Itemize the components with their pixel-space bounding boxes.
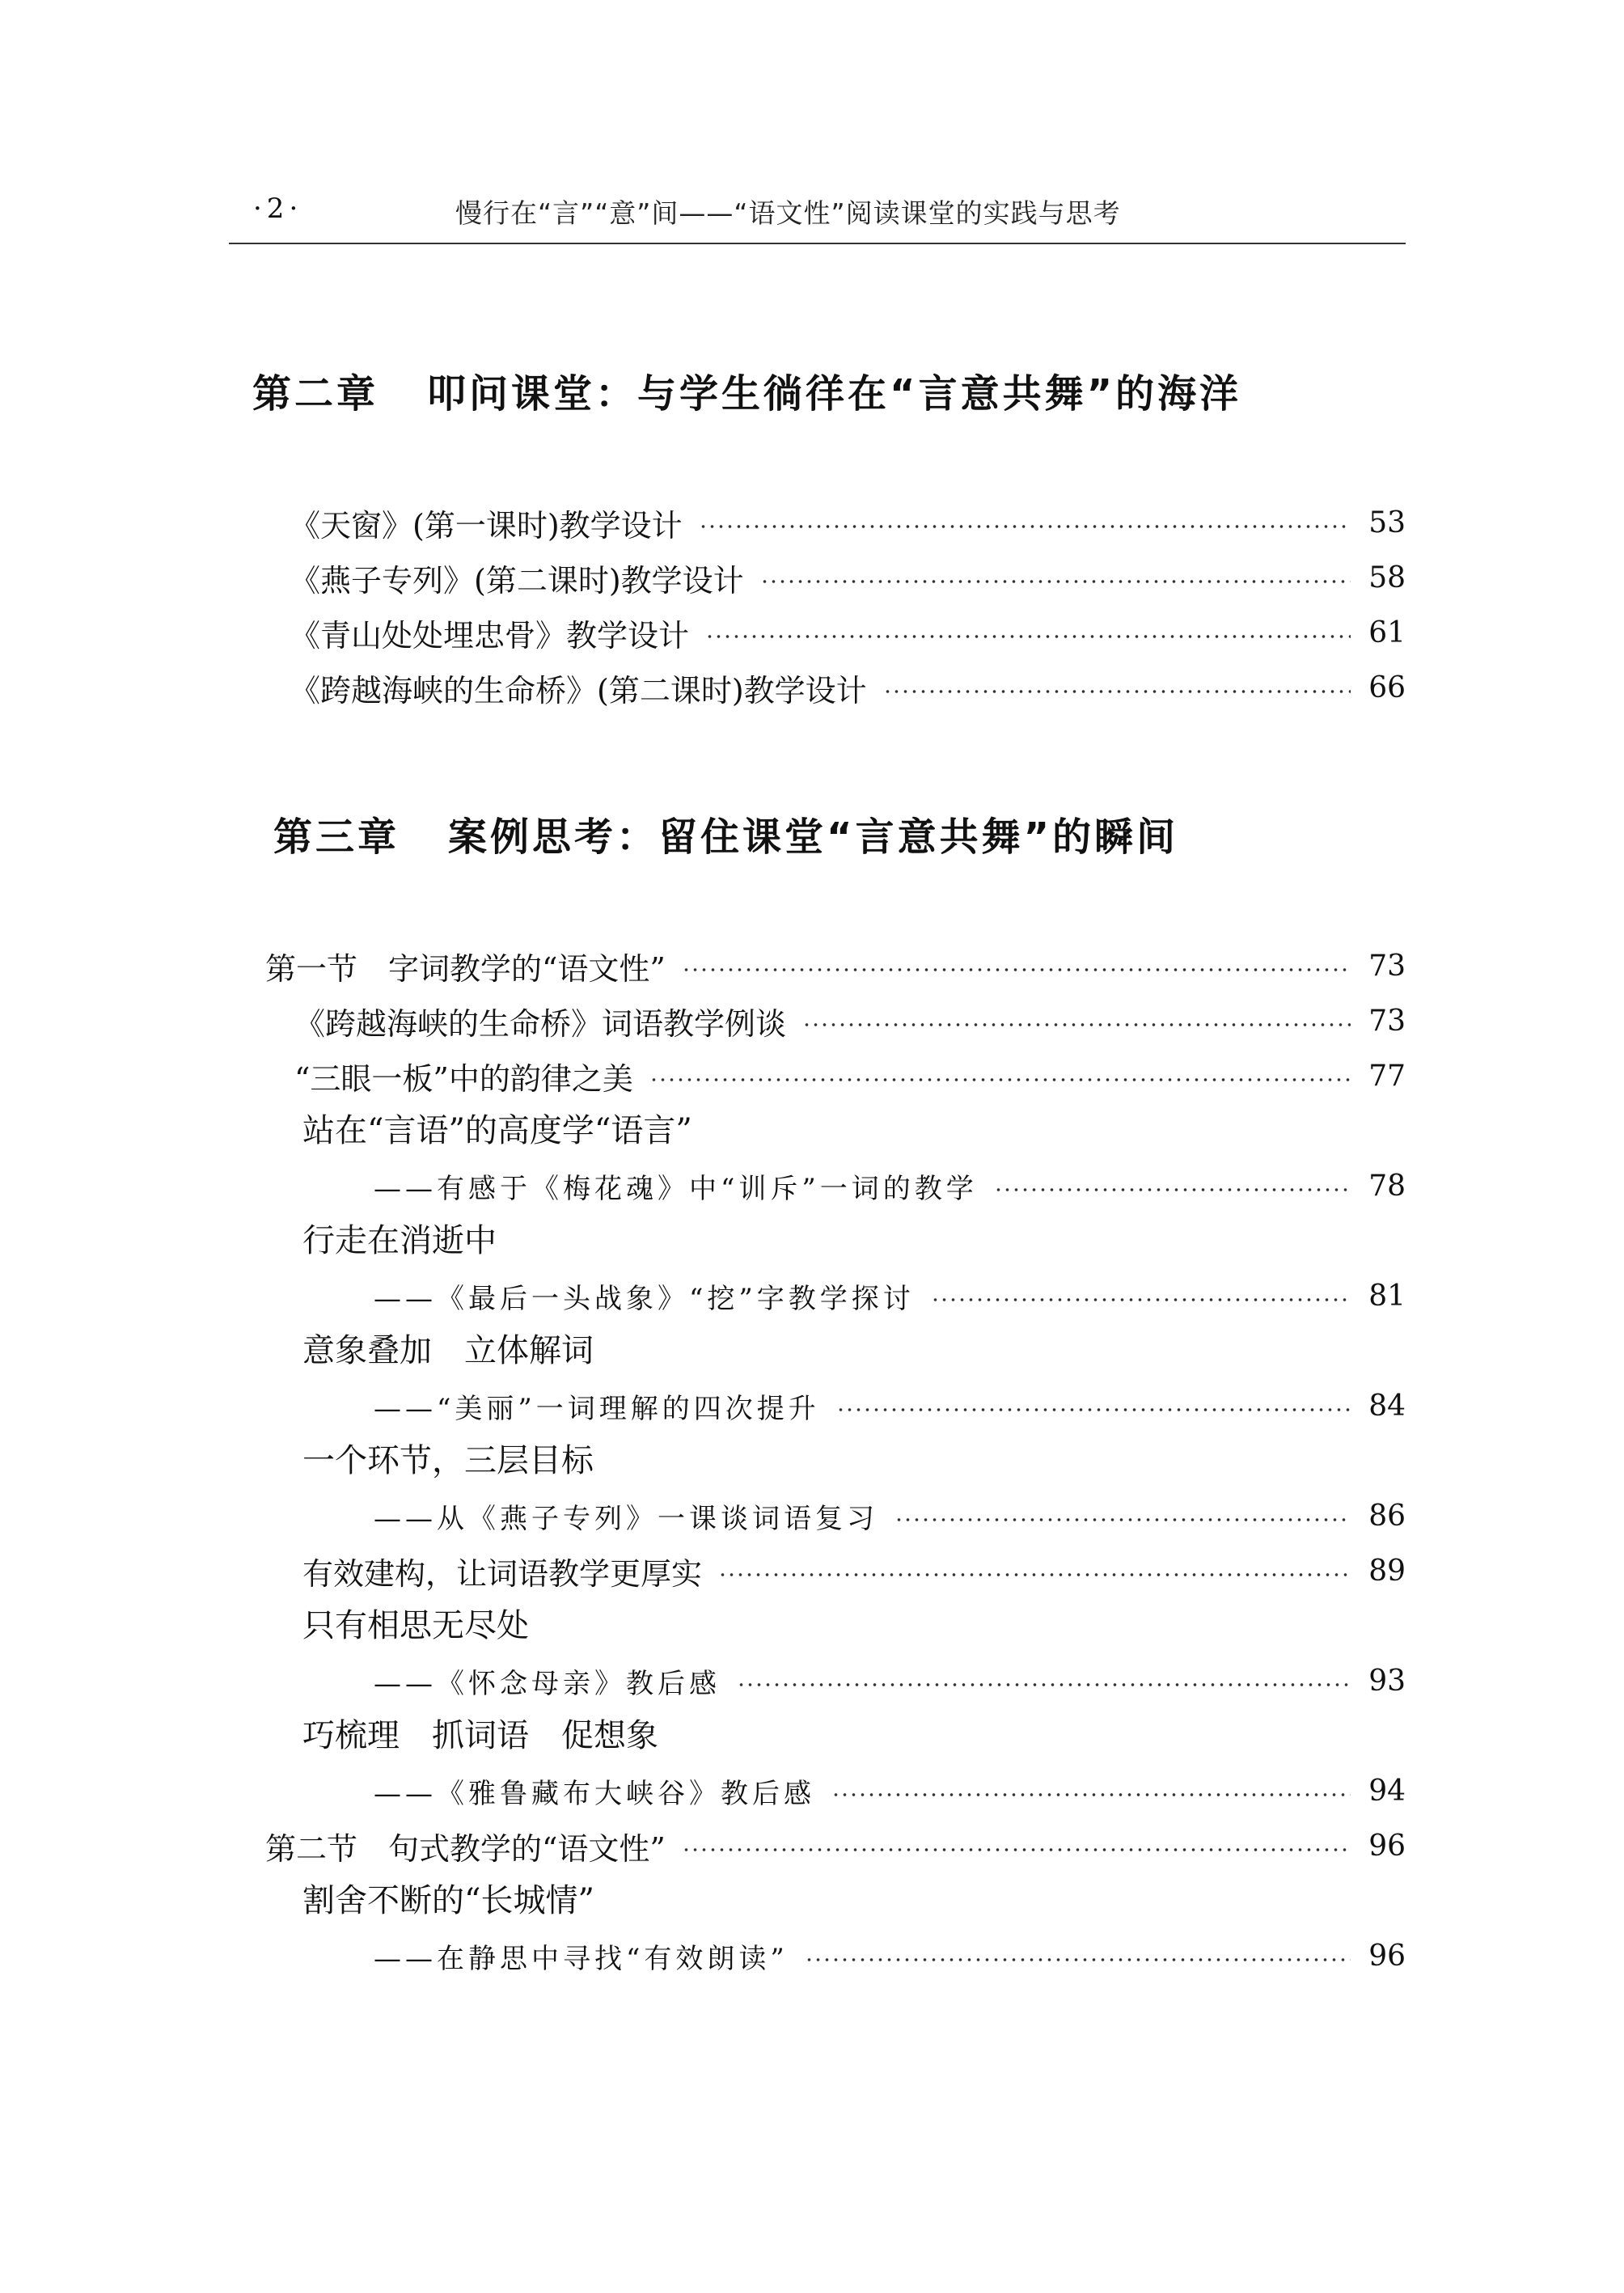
dot-leader — [805, 1945, 1351, 1966]
toc-entry-page: 78 — [1368, 1169, 1406, 1203]
dot-leader — [894, 1505, 1351, 1526]
toc-entry-heading[interactable]: 行走在消逝中 — [302, 1222, 497, 1259]
toc-entry-heading[interactable]: 只有相思无尽处 — [302, 1607, 529, 1644]
toc-entry-heading[interactable]: 站在“言语”的高度学“语言” — [302, 1112, 692, 1149]
toc-entry-page: 94 — [1368, 1774, 1406, 1808]
toc-entry-subtitle[interactable] — [374, 1378, 1406, 1433]
toc-entry-title: ——《最后一头战象》“挖”字教学探讨 — [374, 1282, 915, 1315]
toc-entry-title: ——有感于《梅花魂》中“训斥”一词的教学 — [374, 1172, 978, 1205]
toc-entry-page: 93 — [1368, 1664, 1406, 1698]
toc-entry-subtitle[interactable] — [374, 1268, 1406, 1323]
dot-leader — [931, 1285, 1351, 1306]
dot-leader — [699, 512, 1351, 533]
toc-entry-page: 89 — [1368, 1554, 1406, 1588]
toc-entry[interactable] — [290, 550, 1406, 605]
toc-entry-title: 《跨越海峡的生命桥》(第二课时)教学设计 — [290, 672, 867, 709]
dot-leader — [682, 1835, 1351, 1856]
toc-entry-subtitle[interactable] — [374, 1763, 1406, 1818]
toc-entry-title: 有效建构，让词语教学更厚实 — [302, 1555, 703, 1592]
toc-entry-page: 84 — [1368, 1389, 1406, 1423]
toc-entry-page: 73 — [1368, 949, 1406, 983]
toc-entry-title: ——“美丽”一词理解的四次提升 — [374, 1392, 820, 1425]
toc-entry-page: 81 — [1368, 1279, 1406, 1313]
toc-entry-page: 66 — [1368, 671, 1406, 704]
toc-entry-title: 《天窗》(第一课时)教学设计 — [290, 507, 683, 544]
toc-section-title: 第二节 句式教学的“语文性” — [265, 1830, 666, 1867]
chapter-3-heading — [273, 806, 1178, 861]
toc-entry-heading[interactable]: 巧梳理 抓词语 促想象 — [302, 1717, 658, 1754]
toc-entry-title: 《跨越海峡的生命桥》词语教学例谈 — [294, 1005, 787, 1042]
toc-entry-title: ——从《燕子专列》一课谈词语复习 — [374, 1502, 878, 1535]
chapter-3-number: 第三章 — [273, 814, 400, 860]
dot-leader — [737, 1670, 1351, 1691]
toc-entry-heading[interactable]: 意象叠加 立体解词 — [302, 1332, 594, 1369]
toc-entry[interactable] — [290, 605, 1406, 660]
toc-entry-title: ——在静思中寻找“有效朗读” — [374, 1942, 789, 1975]
toc-entry-subtitle[interactable] — [374, 1928, 1406, 1983]
toc-section-title: 第一节 字词教学的“语文性” — [265, 950, 666, 987]
toc-entry-subtitle[interactable] — [374, 1158, 1406, 1213]
dot-leader — [682, 955, 1351, 976]
dot-leader — [802, 1010, 1351, 1031]
chapter-2-title: 叩问课堂：与学生徜徉在“言意共舞”的海洋 — [427, 371, 1242, 417]
toc-entry-heading[interactable]: 一个环节，三层目标 — [302, 1442, 594, 1479]
toc-entry-page: 77 — [1368, 1059, 1406, 1093]
toc-entry-title: 《青山处处埋忠骨》教学设计 — [290, 617, 690, 654]
dot-leader — [718, 1560, 1351, 1581]
toc-entry-subtitle[interactable] — [374, 1488, 1406, 1543]
toc-entry[interactable] — [294, 993, 1406, 1048]
chapter-2-heading — [252, 362, 1241, 418]
toc-entry-page: 96 — [1368, 1939, 1406, 1973]
toc-entry-page: 96 — [1368, 1829, 1406, 1863]
toc-entry[interactable] — [290, 495, 1406, 550]
toc-entry-title: ——《怀念母亲》教后感 — [374, 1667, 721, 1700]
toc-entry[interactable] — [294, 1048, 1406, 1103]
dot-leader — [883, 677, 1351, 698]
toc-entry-page: 53 — [1368, 506, 1406, 539]
running-header — [229, 184, 1406, 244]
chapter-2-number: 第二章 — [252, 371, 379, 417]
toc-entry[interactable] — [302, 1543, 1406, 1598]
toc-entry[interactable] — [290, 660, 1406, 715]
toc-entry-page: 58 — [1368, 561, 1406, 594]
chapter-3-title: 案例思考：留住课堂“言意共舞”的瞬间 — [448, 814, 1179, 860]
toc-entry-heading[interactable]: 割舍不断的“长城情” — [302, 1882, 594, 1919]
toc-entry-page: 86 — [1368, 1499, 1406, 1533]
toc-entry-page: 61 — [1368, 616, 1406, 649]
toc-entry-title: ——《雅鲁藏布大峡谷》教后感 — [374, 1777, 815, 1810]
toc-section-2[interactable] — [265, 1818, 1406, 1873]
toc-entry-page: 73 — [1368, 1004, 1406, 1038]
running-title: 慢行在“言”“意”间——“语文性”阅读课堂的实践与思考 — [455, 197, 1121, 229]
toc-section-1[interactable] — [265, 938, 1406, 993]
dot-leader — [831, 1780, 1351, 1801]
dot-leader — [994, 1175, 1351, 1196]
toc-entry-title: “三眼一板”中的韵律之美 — [294, 1060, 633, 1097]
toc-entry-title: 《燕子专列》(第二课时)教学设计 — [290, 562, 744, 599]
page-number: ·2· — [253, 192, 303, 225]
dot-leader — [836, 1395, 1351, 1416]
dot-leader — [705, 622, 1351, 643]
dot-leader — [760, 567, 1351, 588]
toc-entry-subtitle[interactable] — [374, 1653, 1406, 1708]
dot-leader — [649, 1065, 1351, 1086]
